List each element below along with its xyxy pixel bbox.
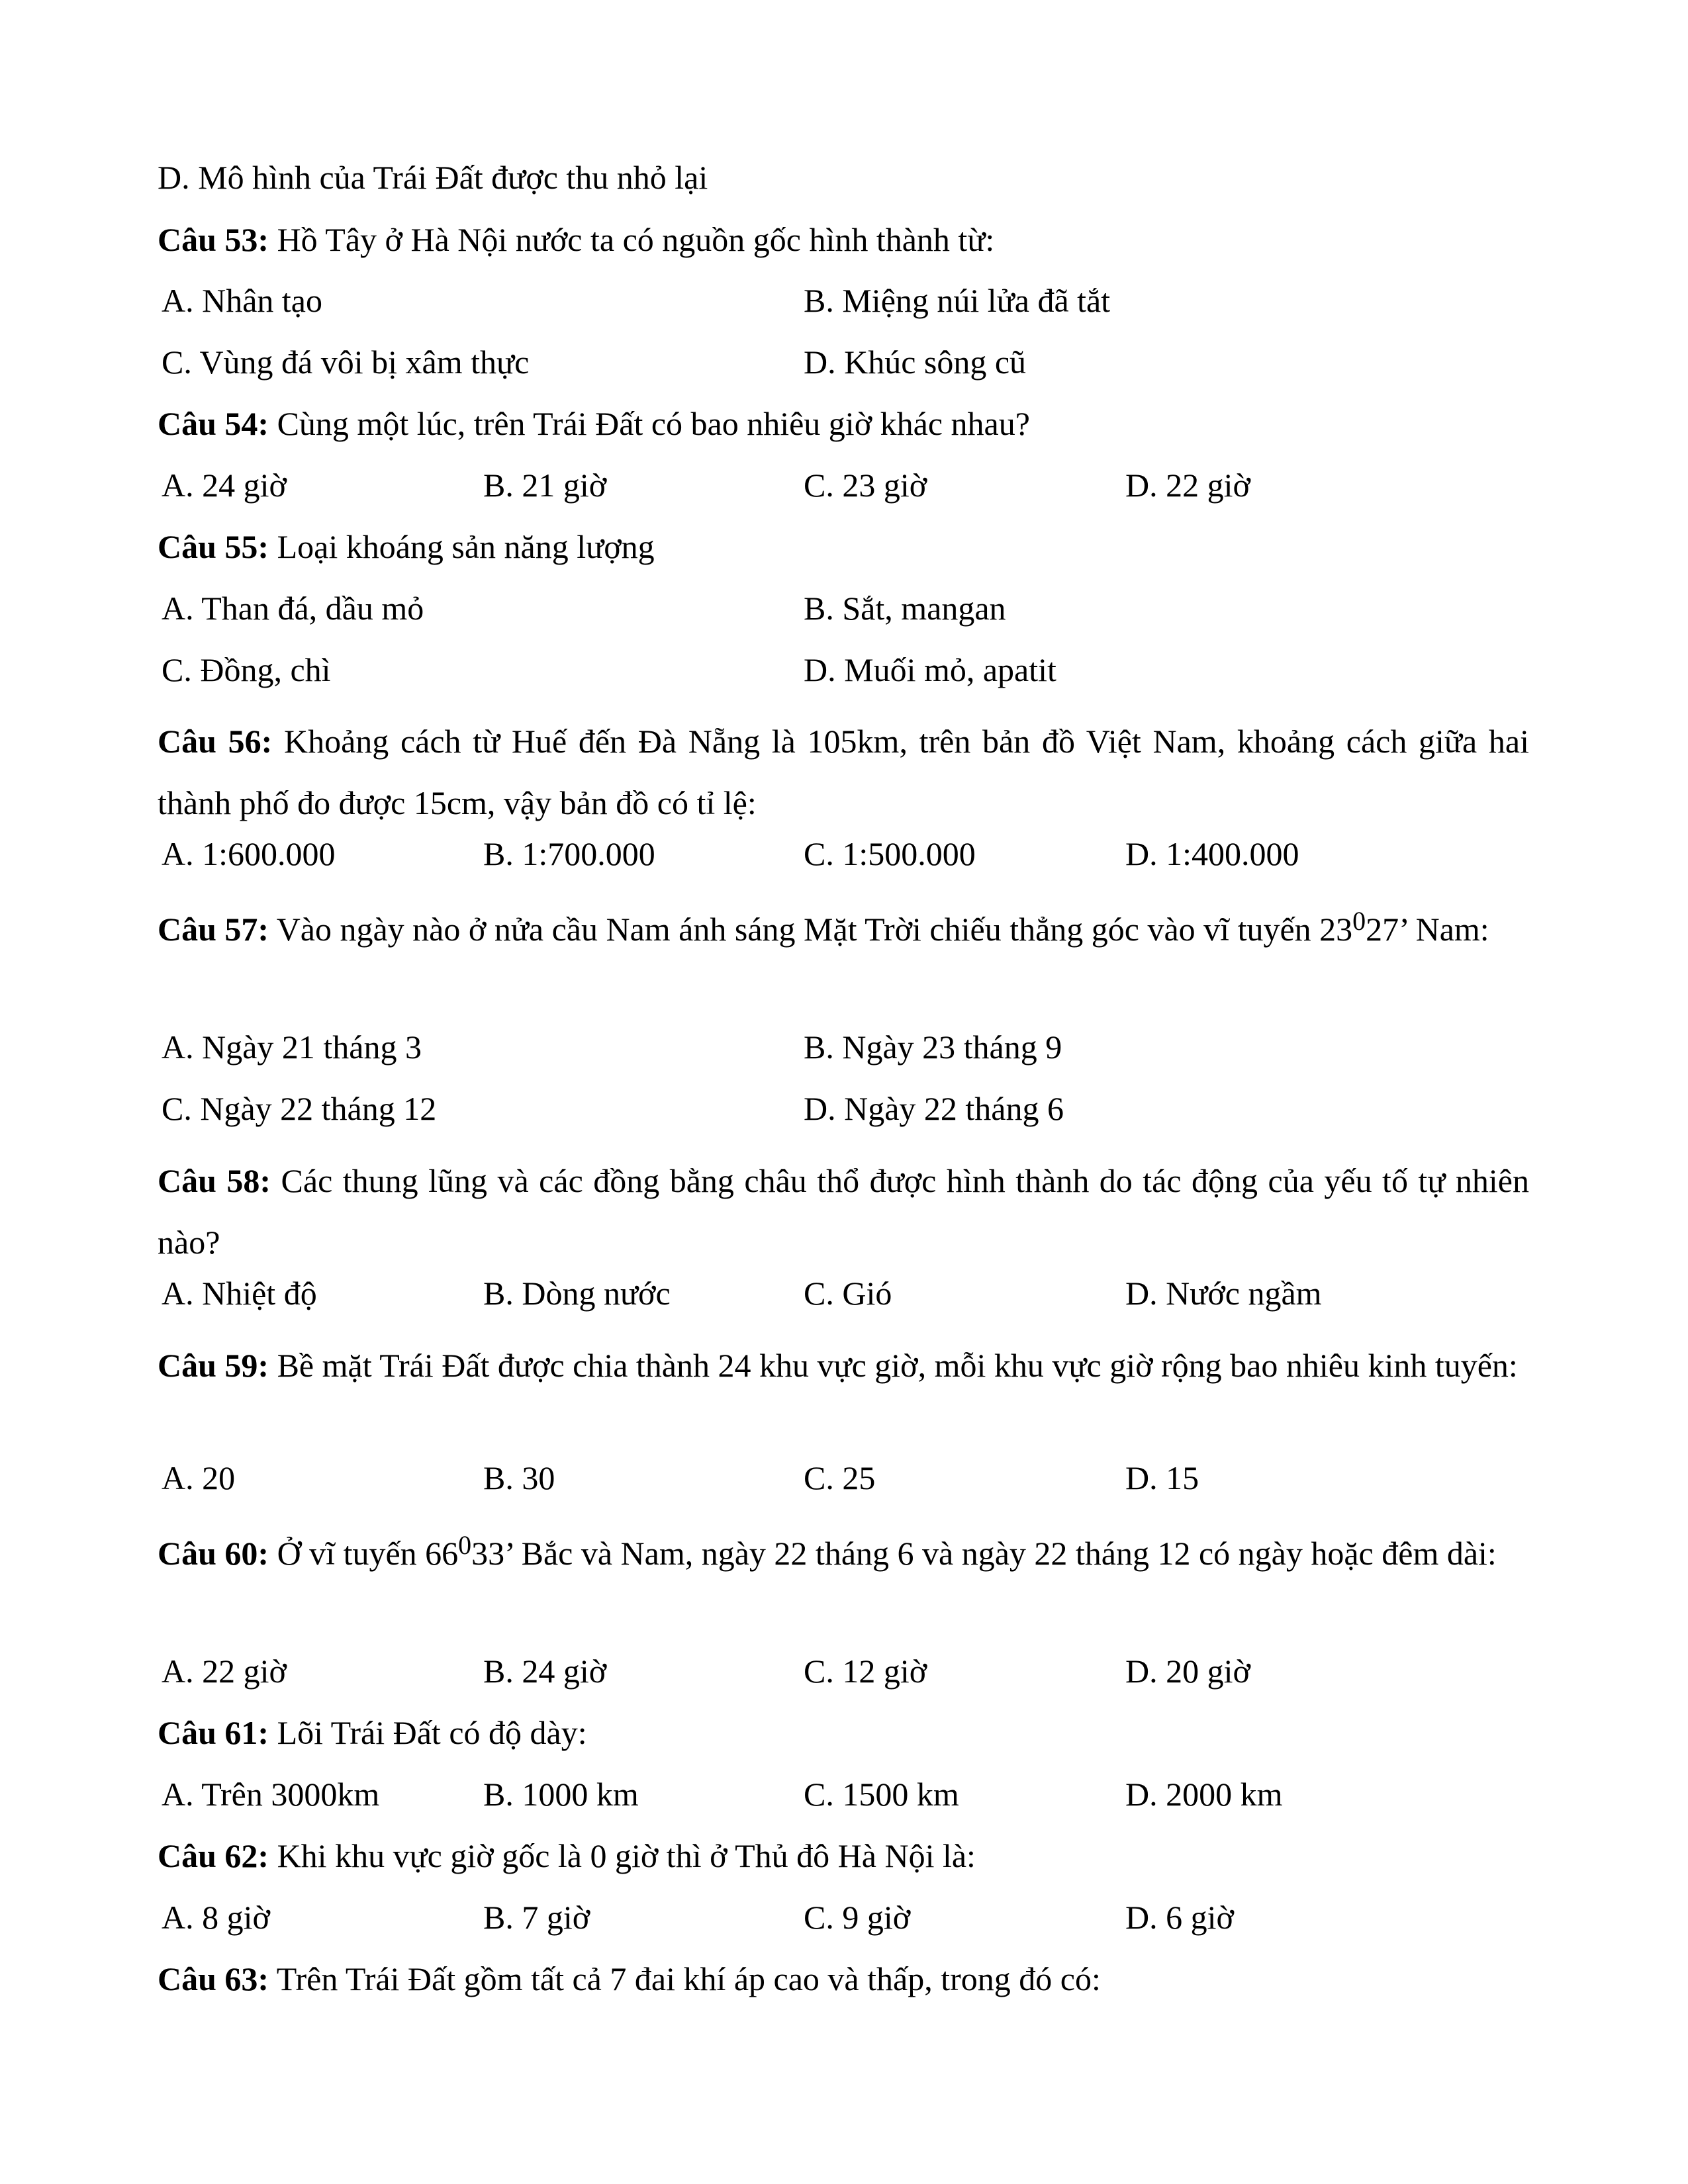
q57-option-b: B. Ngày 23 tháng 9: [804, 1028, 1062, 1066]
question-61: [158, 1713, 1529, 1752]
q53-option-b: B. Miệng núi lửa đã tắt: [804, 282, 1111, 319]
question-54: [158, 404, 1529, 443]
question-56: [158, 711, 1529, 834]
question-57-text-after: 27’ Nam:: [1366, 911, 1489, 948]
q59-option-a: A. 20: [162, 1459, 236, 1496]
q54-option-d: D. 22 giờ: [1125, 467, 1250, 504]
question-63-number: Câu 63:: [158, 1960, 269, 1997]
q57-option-d: D. Ngày 22 tháng 6: [804, 1090, 1064, 1127]
question-58-number: Câu 58:: [158, 1162, 271, 1199]
q58-option-b: B. Dòng nước: [483, 1275, 671, 1312]
q54-option-c: C. 23 giờ: [804, 467, 927, 504]
q53-option-c: C. Vùng đá vôi bị xâm thực: [162, 343, 530, 381]
question-63-text: Trên Trái Đất gồm tất cả 7 đai khí áp cao và thấp, trong đó có:: [276, 1960, 1101, 1997]
q56-option-d: D. 1:400.000: [1125, 835, 1299, 872]
q59-option-b: B. 30: [483, 1459, 555, 1496]
q61-option-a: A. Trên 3000km: [162, 1776, 380, 1813]
q60-option-d: D. 20 giờ: [1125, 1653, 1250, 1690]
q57-option-c: C. Ngày 22 tháng 12: [162, 1090, 437, 1127]
question-62-number: Câu 62:: [158, 1837, 269, 1874]
question-63: [158, 1959, 1529, 1999]
q56-option-c: C. 1:500.000: [804, 835, 976, 872]
previous-option-d: D. Mô hình của Trái Đất được thu nhỏ lại: [158, 159, 708, 196]
question-60-degree: 0: [458, 1530, 472, 1560]
question-59-number: Câu 59:: [158, 1347, 269, 1384]
question-56-number: Câu 56:: [158, 723, 273, 760]
q58-option-a: A. Nhiệt độ: [162, 1275, 317, 1312]
question-53: [158, 220, 1529, 259]
q59-option-c: C. 25: [804, 1459, 876, 1496]
q62-option-d: D. 6 giờ: [1125, 1899, 1234, 1936]
question-62: [158, 1836, 1529, 1876]
question-60-number: Câu 60:: [158, 1535, 269, 1572]
q62-option-b: B. 7 giờ: [483, 1899, 590, 1936]
q60-option-a: A. 22 giờ: [162, 1653, 287, 1690]
question-57-text-before: Vào ngày nào ở nửa cầu Nam ánh sáng Mặt Trời chiếu thẳng góc vào vĩ tuyến 23: [276, 911, 1353, 948]
question-57: [158, 897, 1529, 964]
question-57-degree: 0: [1352, 906, 1366, 936]
q54-option-b: B. 21 giờ: [483, 467, 607, 504]
q56-option-a: A. 1:600.000: [162, 835, 336, 872]
question-59-text: Bề mặt Trái Đất được chia thành 24 khu vực giờ, mỗi khu vực giờ rộng bao nhiêu kinh tuyến:: [277, 1347, 1518, 1384]
q55-option-a: A. Than đá, dầu mỏ: [162, 590, 424, 627]
q62-option-a: A. 8 giờ: [162, 1899, 270, 1936]
question-55-number: Câu 55:: [158, 528, 269, 565]
q57-option-a: A. Ngày 21 tháng 3: [162, 1028, 422, 1066]
question-61-number: Câu 61:: [158, 1714, 269, 1751]
question-60-text-after: 33’ Bắc và Nam, ngày 22 tháng 6 và ngày 22 tháng 12 có ngày hoặc đêm dài:: [471, 1535, 1497, 1572]
question-58-text: Các thung lũng và các đồng bằng châu thổ được hình thành do tác động của yếu tố tự nhiên nào?: [158, 1162, 1529, 1261]
question-55-text: Loại khoáng sản năng lượng: [277, 528, 655, 565]
question-53-number: Câu 53:: [158, 221, 269, 258]
q61-option-b: B. 1000 km: [483, 1776, 639, 1813]
q62-option-c: C. 9 giờ: [804, 1899, 911, 1936]
question-62-text: Khi khu vực giờ gốc là 0 giờ thì ở Thủ đô Hà Nội là:: [277, 1837, 976, 1874]
question-54-number: Câu 54:: [158, 405, 269, 442]
q55-option-d: D. Muối mỏ, apatit: [804, 651, 1056, 688]
question-60: [158, 1522, 1529, 1588]
q60-option-c: C. 12 giờ: [804, 1653, 927, 1690]
q58-option-d: D. Nước ngầm: [1125, 1275, 1322, 1312]
question-59: [158, 1335, 1529, 1396]
q56-option-b: B. 1:700.000: [483, 835, 655, 872]
question-60-text-before: Ở vĩ tuyến 66: [277, 1535, 459, 1572]
q53-option-a: A. Nhân tạo: [162, 282, 322, 319]
q55-option-b: B. Sắt, mangan: [804, 590, 1006, 627]
q61-option-d: D. 2000 km: [1125, 1776, 1283, 1813]
q61-option-c: C. 1500 km: [804, 1776, 959, 1813]
question-53-text: Hồ Tây ở Hà Nội nước ta có nguồn gốc hình thành từ:: [277, 221, 995, 258]
q59-option-d: D. 15: [1125, 1459, 1199, 1496]
question-61-text: Lõi Trái Đất có độ dày:: [277, 1714, 587, 1751]
question-56-text: Khoảng cách từ Huế đến Đà Nẵng là 105km, trên bản đồ Việt Nam, khoảng cách giữa hai thành phố đo được 15cm, vậy bản đồ có tỉ lệ:: [158, 723, 1529, 821]
question-57-number: Câu 57:: [158, 911, 269, 948]
q53-option-d: D. Khúc sông cũ: [804, 343, 1027, 381]
question-54-text: Cùng một lúc, trên Trái Đất có bao nhiêu giờ khác nhau?: [277, 405, 1030, 442]
q55-option-c: C. Đồng, chì: [162, 651, 331, 688]
q60-option-b: B. 24 giờ: [483, 1653, 607, 1690]
q54-option-a: A. 24 giờ: [162, 467, 287, 504]
question-55: [158, 527, 1529, 567]
question-58: [158, 1150, 1529, 1273]
q58-option-c: C. Gió: [804, 1275, 892, 1312]
